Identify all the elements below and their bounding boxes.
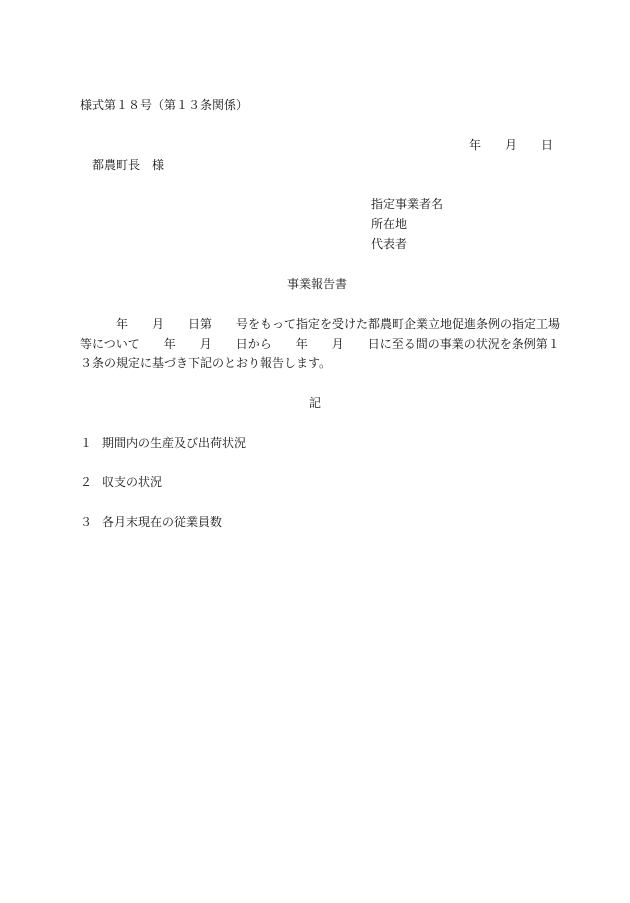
applicant-representative-label: 代表者 — [371, 237, 408, 251]
date-month-label: 月 — [505, 138, 518, 152]
date-day-label: 日 — [541, 138, 554, 152]
list-item — [80, 516, 222, 528]
date-year-label: 年 — [469, 138, 482, 152]
ki-heading: 記 — [309, 396, 322, 410]
list-item-label: 期間内の生産及び出荷状況 — [102, 436, 247, 450]
body-text-line: 年 月 日第 号をもって指定を受けた都農町企業立地促進条例の指定工場 — [80, 317, 561, 331]
body-text-line: 等について 年 月 日から 年 月 日に至る間の事業の状況を条例第１ — [80, 337, 560, 351]
applicant-address-label: 所在地 — [371, 217, 408, 231]
document-title: 事業報告書 — [287, 277, 348, 291]
list-item-number: ２ — [80, 475, 93, 489]
date-line — [469, 139, 553, 151]
list-item-number: １ — [80, 436, 93, 450]
body-text-line: ３条の規定に基づき下記のとおり報告します。 — [80, 356, 332, 370]
form-number: 様式第１８号（第１３条関係） — [80, 98, 249, 112]
applicant-name-label: 指定事業者名 — [371, 197, 444, 211]
list-item-number: ３ — [80, 515, 93, 529]
addressee: 都農町長 様 — [92, 158, 165, 172]
list-item-label: 各月末現在の従業員数 — [102, 515, 223, 529]
list-item-label: 収支の状況 — [102, 475, 163, 489]
list-item — [80, 437, 246, 449]
list-item — [80, 476, 162, 488]
